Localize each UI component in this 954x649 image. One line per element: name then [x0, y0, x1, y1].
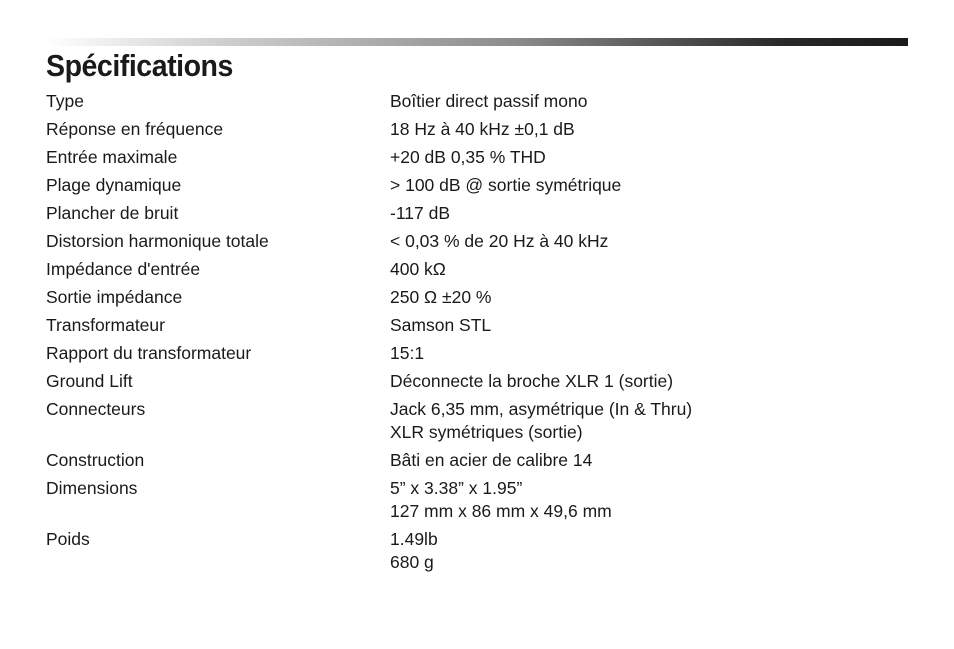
spec-label: Distorsion harmonique totale	[46, 231, 269, 251]
spec-row	[46, 202, 866, 225]
spec-row	[46, 449, 866, 472]
spec-value-line: 127 mm x 86 mm x 49,6 mm	[390, 501, 612, 521]
spec-value-line: 5” x 3.38” x 1.95”	[390, 478, 523, 498]
spec-value-line: +20 dB 0,35 % THD	[390, 147, 546, 167]
spec-label: Plancher de bruit	[46, 203, 179, 223]
spec-label: Plage dynamique	[46, 175, 182, 195]
spec-value-line: Jack 6,35 mm, asymétrique (In & Thru)	[390, 399, 693, 419]
header-gradient-bar	[46, 38, 908, 46]
spec-row	[46, 90, 866, 113]
spec-value-line: Boîtier direct passif mono	[390, 91, 588, 111]
spec-label: Poids	[46, 529, 90, 549]
spec-row	[46, 286, 866, 309]
spec-label: Type	[46, 91, 84, 111]
spec-value-line: 680 g	[390, 552, 434, 572]
spec-value-line: 1.49lb	[390, 529, 438, 549]
spec-row	[46, 314, 866, 337]
spec-value	[390, 230, 866, 253]
spec-row	[46, 230, 866, 253]
spec-label: Rapport du transformateur	[46, 343, 252, 363]
spec-value-line: 18 Hz à 40 kHz ±0,1 dB	[390, 119, 575, 139]
spec-value	[390, 90, 866, 113]
spec-label: Impédance d'entrée	[46, 259, 201, 279]
spec-row	[46, 370, 866, 393]
spec-label: Construction	[46, 450, 145, 470]
spec-value	[390, 370, 866, 393]
spec-value-line: 250 Ω ±20 %	[390, 287, 492, 307]
spec-value	[390, 314, 866, 337]
spec-value-line: Bâti en acier de calibre 14	[390, 450, 593, 470]
spec-value-line: Samson STL	[390, 315, 492, 335]
spec-label: Connecteurs	[46, 399, 146, 419]
spec-value-line: < 0,03 % de 20 Hz à 40 kHz	[390, 231, 609, 251]
spec-row	[46, 342, 866, 365]
spec-label: Réponse en fréquence	[46, 119, 224, 139]
spec-value-line: -117 dB	[390, 203, 450, 223]
spec-label: Transformateur	[46, 315, 165, 335]
spec-value	[390, 398, 866, 444]
spec-value-line: 400 kΩ	[390, 259, 446, 279]
page-title: Spécifications	[46, 48, 233, 83]
spec-row	[46, 398, 866, 444]
spec-row	[46, 258, 866, 281]
spec-label: Sortie impédance	[46, 287, 183, 307]
spec-value-line: 15:1	[390, 343, 425, 363]
spec-value	[390, 342, 866, 365]
spec-row	[46, 146, 866, 169]
spec-value	[390, 477, 866, 523]
spec-row	[46, 528, 866, 574]
spec-row	[46, 174, 866, 197]
spec-value	[390, 146, 866, 169]
spec-value	[390, 258, 866, 281]
spec-label: Entrée maximale	[46, 147, 178, 167]
specifications-table	[46, 90, 866, 579]
spec-label: Dimensions	[46, 478, 138, 498]
spec-row	[46, 477, 866, 523]
spec-value	[390, 286, 866, 309]
spec-value	[390, 118, 866, 141]
spec-value	[390, 528, 866, 574]
spec-value	[390, 449, 866, 472]
spec-value	[390, 174, 866, 197]
spec-row	[46, 118, 866, 141]
spec-value-line: Déconnecte la broche XLR 1 (sortie)	[390, 371, 674, 391]
spec-value-line: XLR symétriques (sortie)	[390, 422, 583, 442]
spec-value-line: > 100 dB @ sortie symétrique	[390, 175, 622, 195]
spec-label: Ground Lift	[46, 371, 133, 391]
spec-value	[390, 202, 866, 225]
